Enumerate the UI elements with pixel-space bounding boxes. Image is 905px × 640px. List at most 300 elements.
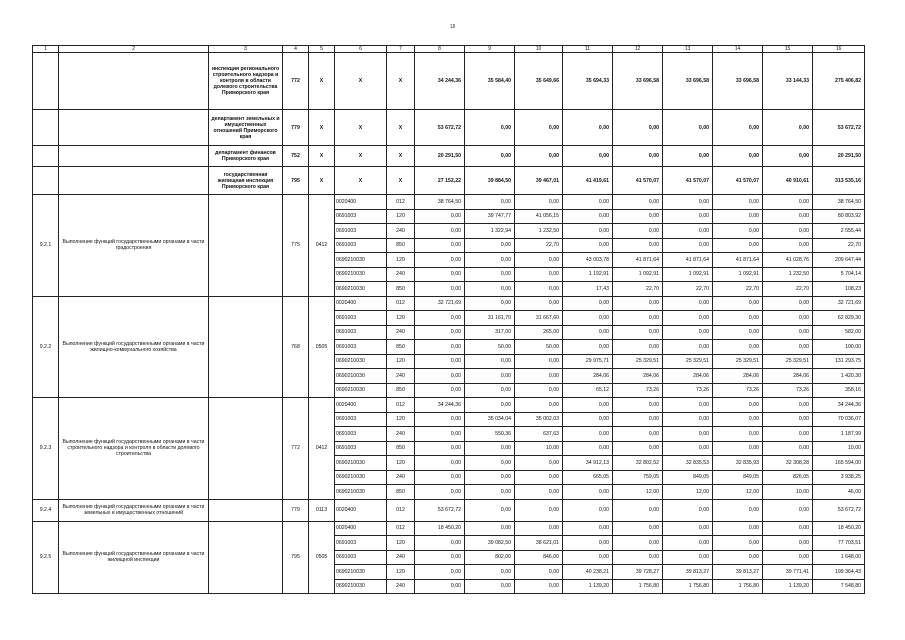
kbk-code: X: [335, 146, 387, 167]
expense-type: 120: [387, 412, 415, 427]
agency-name: департамент финансов Приморского края: [209, 146, 283, 167]
amount-cell: 41 871,64: [613, 253, 663, 268]
amount-cell: 0,00: [465, 369, 515, 384]
amount-cell: 0,00: [713, 110, 763, 146]
amount-cell: 0,00: [415, 427, 465, 442]
amount-cell: 41 570,07: [613, 167, 663, 195]
column-number: 16: [813, 46, 865, 53]
amount-cell: 0,00: [763, 110, 813, 146]
amount-cell: 1 187,99: [813, 427, 865, 442]
amount-cell: 73,26: [613, 383, 663, 398]
amount-cell: 62 829,30: [813, 311, 865, 326]
amount-cell: 1 192,91: [563, 267, 613, 282]
expense-type: 240: [387, 550, 415, 565]
amount-cell: 1 420,30: [813, 369, 865, 384]
amount-cell: 0,00: [763, 224, 813, 239]
amount-cell: 0,00: [713, 521, 763, 536]
amount-cell: 1 322,94: [465, 224, 515, 239]
kbk-code: 0691003: [335, 238, 387, 253]
expense-type: 850: [387, 282, 415, 297]
amount-cell: 39 813,27: [663, 565, 713, 580]
amount-cell: 73,26: [713, 383, 763, 398]
expense-type: 012: [387, 499, 415, 521]
amount-cell: 0,00: [515, 383, 563, 398]
amount-cell: 0,00: [563, 485, 613, 500]
amount-cell: 0,00: [515, 267, 563, 282]
column-number-row: [33, 46, 865, 53]
amount-cell: 0,00: [563, 521, 613, 536]
amount-cell: 108,23: [813, 282, 865, 297]
amount-cell: 826,05: [763, 470, 813, 485]
amount-cell: 0,00: [713, 412, 763, 427]
page-number: 18: [449, 24, 456, 30]
amount-cell: 41 028,76: [763, 253, 813, 268]
amount-cell: 665,05: [563, 470, 613, 485]
amount-cell: 3 938,25: [813, 470, 865, 485]
amount-cell: 53 672,72: [415, 499, 465, 521]
empty-cell: [209, 398, 283, 500]
column-number: 7: [387, 46, 415, 53]
amount-cell: 1 756,80: [663, 579, 713, 594]
amount-cell: 0,00: [563, 224, 613, 239]
agency-row: [33, 53, 865, 110]
amount-cell: 0,00: [713, 441, 763, 456]
amount-cell: 0,00: [515, 296, 563, 311]
amount-cell: 0,00: [613, 441, 663, 456]
column-number: 8: [415, 46, 465, 53]
agency-row: [33, 110, 865, 146]
amount-cell: 31 667,60: [515, 311, 563, 326]
amount-cell: 0,00: [563, 398, 613, 413]
amount-cell: 0,00: [563, 441, 613, 456]
amount-cell: 0,00: [763, 209, 813, 224]
amount-cell: 22,70: [763, 282, 813, 297]
amount-cell: 0,00: [713, 146, 763, 167]
expense-type: 850: [387, 441, 415, 456]
item-number: 9.2.3: [33, 398, 59, 500]
amount-cell: 35 034,04: [465, 412, 515, 427]
amount-cell: 25 329,51: [763, 354, 813, 369]
kbk-code: 0690210030: [335, 383, 387, 398]
amount-cell: 53 672,72: [813, 499, 865, 521]
amount-cell: 73,26: [763, 383, 813, 398]
amount-cell: 284,06: [613, 369, 663, 384]
amount-cell: 32 835,93: [713, 456, 763, 471]
kbk-code: 0691003: [335, 550, 387, 565]
amount-cell: 0,00: [415, 253, 465, 268]
expense-type: 240: [387, 224, 415, 239]
amount-cell: 77 703,51: [813, 536, 865, 551]
amount-cell: 0,00: [563, 412, 613, 427]
amount-cell: 73,26: [663, 383, 713, 398]
amount-cell: 65,12: [563, 383, 613, 398]
amount-cell: 34 244,36: [415, 53, 465, 110]
expense-type: 120: [387, 253, 415, 268]
amount-cell: 53 672,72: [813, 110, 865, 146]
amount-cell: 0,00: [563, 499, 613, 521]
agency-code: 795: [283, 167, 309, 195]
expense-type: X: [387, 110, 415, 146]
kbk-code: 0690210030: [335, 470, 387, 485]
amount-cell: 582,00: [813, 325, 865, 340]
amount-cell: 50,00: [465, 340, 515, 355]
amount-cell: 0,00: [613, 296, 663, 311]
amount-cell: 0,00: [465, 253, 515, 268]
amount-cell: 31 161,70: [465, 311, 515, 326]
empty-cell: [59, 146, 209, 167]
amount-cell: 33 696,58: [713, 53, 763, 110]
kbk-code: 0691003: [335, 412, 387, 427]
empty-cell: [59, 110, 209, 146]
amount-cell: 0,00: [415, 209, 465, 224]
column-number: 13: [663, 46, 713, 53]
expense-type: 012: [387, 398, 415, 413]
amount-cell: 0,00: [415, 456, 465, 471]
kbk-code: 0691003: [335, 224, 387, 239]
amount-cell: 0,00: [465, 441, 515, 456]
amount-cell: 0,00: [663, 412, 713, 427]
amount-cell: 1 232,50: [763, 267, 813, 282]
amount-cell: 5 704,14: [813, 267, 865, 282]
column-number: 1: [33, 46, 59, 53]
amount-cell: 0,00: [663, 521, 713, 536]
amount-cell: 0,00: [515, 485, 563, 500]
amount-cell: 12,00: [613, 485, 663, 500]
expense-type: X: [387, 53, 415, 110]
amount-cell: 33 144,33: [763, 53, 813, 110]
amount-cell: 0,00: [763, 536, 813, 551]
amount-cell: 0,00: [465, 195, 515, 210]
empty-cell: [33, 53, 59, 110]
empty-cell: [209, 195, 283, 297]
amount-cell: 0,00: [713, 427, 763, 442]
kbk-code: 0691003: [335, 209, 387, 224]
amount-cell: 759,05: [613, 470, 663, 485]
amount-cell: 0,00: [763, 427, 813, 442]
amount-cell: 0,00: [515, 282, 563, 297]
amount-cell: 39 771,41: [763, 565, 813, 580]
amount-cell: 0,00: [415, 485, 465, 500]
amount-cell: 0,00: [713, 398, 763, 413]
amount-cell: 0,00: [415, 267, 465, 282]
amount-cell: 0,00: [613, 325, 663, 340]
expense-type: 850: [387, 340, 415, 355]
section-code: 0412: [309, 398, 335, 500]
amount-cell: 0,00: [763, 296, 813, 311]
amount-cell: 46,00: [813, 485, 865, 500]
amount-cell: 0,00: [563, 195, 613, 210]
amount-cell: 284,06: [563, 369, 613, 384]
amount-cell: 7 548,80: [813, 579, 865, 594]
section-code: X: [309, 53, 335, 110]
amount-cell: 39 467,01: [515, 167, 563, 195]
amount-cell: 10,00: [763, 485, 813, 500]
expense-type: 240: [387, 369, 415, 384]
amount-cell: 265,00: [515, 325, 563, 340]
table-row: [33, 398, 865, 413]
column-number: 15: [763, 46, 813, 53]
section-code: X: [309, 167, 335, 195]
amount-cell: 53 672,72: [415, 110, 465, 146]
activity-name: Выполнение функций государственными органами в части жилищно-коммунального хозяйства: [59, 296, 209, 398]
amount-cell: 38 764,50: [415, 195, 465, 210]
empty-cell: [33, 110, 59, 146]
kbk-code: 0690210030: [335, 354, 387, 369]
kbk-code: 0020400: [335, 195, 387, 210]
amount-cell: 0,00: [613, 550, 663, 565]
amount-cell: 25 329,51: [713, 354, 763, 369]
kbk-code: 0690210030: [335, 253, 387, 268]
kbk-code: 0691003: [335, 441, 387, 456]
kbk-code: 0690210030: [335, 369, 387, 384]
column-number: 12: [613, 46, 663, 53]
amount-cell: 284,06: [763, 369, 813, 384]
amount-cell: 131 293,75: [813, 354, 865, 369]
amount-cell: 20 291,50: [813, 146, 865, 167]
amount-cell: 0,00: [415, 565, 465, 580]
amount-cell: 0,00: [515, 146, 563, 167]
kbk-code: X: [335, 53, 387, 110]
amount-cell: 0,00: [415, 536, 465, 551]
amount-cell: 209 647,44: [813, 253, 865, 268]
amount-cell: 35 584,40: [465, 53, 515, 110]
kbk-code: 0020400: [335, 296, 387, 311]
amount-cell: 0,00: [515, 110, 563, 146]
budget-table: [32, 45, 865, 594]
agency-row: [33, 146, 865, 167]
amount-cell: 0,00: [763, 325, 813, 340]
column-number: 9: [465, 46, 515, 53]
amount-cell: 849,05: [663, 470, 713, 485]
column-number: 5: [309, 46, 335, 53]
amount-cell: 32 835,53: [663, 456, 713, 471]
column-number: 4: [283, 46, 309, 53]
amount-cell: 0,00: [713, 195, 763, 210]
kbk-code: 0691003: [335, 325, 387, 340]
amount-cell: 550,36: [465, 427, 515, 442]
amount-cell: 35 649,66: [515, 53, 563, 110]
expense-type: 850: [387, 485, 415, 500]
activity-name: Выполнение функций государственными органами в части жилищной инспекции: [59, 521, 209, 594]
amount-cell: 0,00: [415, 354, 465, 369]
amount-cell: 0,00: [663, 340, 713, 355]
amount-cell: 0,00: [415, 412, 465, 427]
expense-type: 120: [387, 456, 415, 471]
amount-cell: 284,06: [663, 369, 713, 384]
amount-cell: 0,00: [415, 282, 465, 297]
amount-cell: 0,00: [465, 485, 515, 500]
amount-cell: 0,00: [415, 369, 465, 384]
amount-cell: 70 036,07: [813, 412, 865, 427]
amount-cell: 40 910,61: [763, 167, 813, 195]
expense-type: 240: [387, 267, 415, 282]
amount-cell: 0,00: [713, 311, 763, 326]
kbk-code: 0691003: [335, 311, 387, 326]
amount-cell: 0,00: [613, 340, 663, 355]
amount-cell: 165 594,00: [813, 456, 865, 471]
amount-cell: 12,00: [713, 485, 763, 500]
amount-cell: 0,00: [713, 550, 763, 565]
amount-cell: 0,00: [415, 579, 465, 594]
column-number: 2: [59, 46, 209, 53]
amount-cell: 0,00: [663, 536, 713, 551]
amount-cell: 0,00: [613, 499, 663, 521]
amount-cell: 0,00: [415, 325, 465, 340]
amount-cell: 0,00: [465, 579, 515, 594]
amount-cell: 0,00: [465, 110, 515, 146]
amount-cell: 39 813,27: [713, 565, 763, 580]
amount-cell: 0,00: [465, 146, 515, 167]
empty-cell: [33, 167, 59, 195]
amount-cell: 18 450,20: [813, 521, 865, 536]
amount-cell: 313 535,16: [813, 167, 865, 195]
amount-cell: 1 139,20: [563, 579, 613, 594]
amount-cell: 1 092,91: [613, 267, 663, 282]
amount-cell: 2 555,44: [813, 224, 865, 239]
amount-cell: 0,00: [465, 398, 515, 413]
expense-type: 120: [387, 536, 415, 551]
amount-cell: 0,00: [415, 340, 465, 355]
empty-cell: [209, 296, 283, 398]
amount-cell: 0,00: [563, 536, 613, 551]
amount-cell: 41 871,64: [663, 253, 713, 268]
table-row: [33, 195, 865, 210]
amount-cell: 0,00: [613, 521, 663, 536]
amount-cell: 0,00: [713, 499, 763, 521]
amount-cell: 0,00: [563, 110, 613, 146]
amount-cell: 1 756,80: [613, 579, 663, 594]
agency-code: 768: [283, 296, 309, 398]
amount-cell: 0,00: [515, 369, 563, 384]
amount-cell: 0,00: [663, 441, 713, 456]
amount-cell: 0,00: [663, 195, 713, 210]
amount-cell: 0,00: [613, 224, 663, 239]
empty-cell: [59, 167, 209, 195]
kbk-code: 0690210030: [335, 456, 387, 471]
agency-row: [33, 167, 865, 195]
item-number: 9.2.5: [33, 521, 59, 594]
amount-cell: 358,16: [813, 383, 865, 398]
amount-cell: 0,00: [763, 238, 813, 253]
amount-cell: 33 696,58: [663, 53, 713, 110]
section-code: X: [309, 146, 335, 167]
expense-type: 240: [387, 470, 415, 485]
amount-cell: 317,00: [465, 325, 515, 340]
amount-cell: 100,00: [813, 340, 865, 355]
table-row: [33, 521, 865, 536]
amount-cell: 38 621,01: [515, 536, 563, 551]
amount-cell: 0,00: [713, 209, 763, 224]
amount-cell: 0,00: [415, 238, 465, 253]
expense-type: 012: [387, 195, 415, 210]
amount-cell: 20 291,50: [415, 146, 465, 167]
expense-type: 850: [387, 238, 415, 253]
amount-cell: 32 308,28: [763, 456, 813, 471]
amount-cell: 0,00: [713, 238, 763, 253]
amount-cell: 0,00: [563, 296, 613, 311]
amount-cell: 40 238,21: [563, 565, 613, 580]
expense-type: 120: [387, 565, 415, 580]
kbk-code: 0691003: [335, 427, 387, 442]
empty-cell: [59, 53, 209, 110]
amount-cell: 10,00: [515, 441, 563, 456]
kbk-code: 0690210030: [335, 282, 387, 297]
amount-cell: 39 728,27: [613, 565, 663, 580]
amount-cell: 0,00: [465, 565, 515, 580]
expense-type: 240: [387, 325, 415, 340]
empty-cell: [33, 146, 59, 167]
amount-cell: 0,00: [713, 536, 763, 551]
amount-cell: 0,00: [663, 398, 713, 413]
amount-cell: 849,05: [713, 470, 763, 485]
amount-cell: 0,00: [613, 311, 663, 326]
kbk-code: 0690210030: [335, 485, 387, 500]
amount-cell: 22,70: [663, 282, 713, 297]
amount-cell: 0,00: [563, 209, 613, 224]
amount-cell: 0,00: [515, 195, 563, 210]
amount-cell: 0,00: [515, 456, 563, 471]
amount-cell: 10,00: [813, 441, 865, 456]
amount-cell: 0,00: [663, 238, 713, 253]
amount-cell: 35 002,03: [515, 412, 563, 427]
amount-cell: 12,00: [663, 485, 713, 500]
agency-code: 775: [283, 195, 309, 297]
amount-cell: 0,00: [613, 412, 663, 427]
amount-cell: 0,00: [465, 521, 515, 536]
amount-cell: 0,00: [465, 456, 515, 471]
amount-cell: 22,70: [813, 238, 865, 253]
section-code: X: [309, 110, 335, 146]
amount-cell: 284,06: [713, 369, 763, 384]
amount-cell: 0,00: [415, 383, 465, 398]
kbk-code: 0691003: [335, 536, 387, 551]
amount-cell: 0,00: [415, 470, 465, 485]
amount-cell: 25 329,51: [613, 354, 663, 369]
amount-cell: 41 871,64: [713, 253, 763, 268]
amount-cell: 275 406,82: [813, 53, 865, 110]
section-code: 0505: [309, 521, 335, 594]
amount-cell: 1 648,00: [813, 550, 865, 565]
amount-cell: 0,00: [663, 110, 713, 146]
agency-name: инспекция регионального строительного надзора и контроля в области долевого строительства Приморского края: [209, 53, 283, 110]
column-number: 6: [335, 46, 387, 53]
expense-type: 120: [387, 209, 415, 224]
kbk-code: 0020400: [335, 499, 387, 521]
amount-cell: 0,00: [763, 441, 813, 456]
empty-cell: [209, 499, 283, 521]
activity-name: Выполнение функций государственными органами в части земельных и имущественных отношений: [59, 499, 209, 521]
agency-code: 779: [283, 499, 309, 521]
amount-cell: 0,00: [465, 499, 515, 521]
amount-cell: 35 694,33: [563, 53, 613, 110]
amount-cell: 0,00: [515, 521, 563, 536]
amount-cell: 0,00: [663, 427, 713, 442]
amount-cell: 34 244,36: [415, 398, 465, 413]
amount-cell: 0,00: [763, 340, 813, 355]
amount-cell: 0,00: [515, 499, 563, 521]
amount-cell: 0,00: [713, 325, 763, 340]
amount-cell: 0,00: [613, 238, 663, 253]
amount-cell: 0,00: [465, 267, 515, 282]
amount-cell: 41 056,15: [515, 209, 563, 224]
amount-cell: 34 244,36: [813, 398, 865, 413]
expense-type: X: [387, 167, 415, 195]
amount-cell: 17,43: [563, 282, 613, 297]
expense-type: 850: [387, 383, 415, 398]
expense-type: 012: [387, 521, 415, 536]
expense-type: X: [387, 146, 415, 167]
amount-cell: 0,00: [515, 354, 563, 369]
